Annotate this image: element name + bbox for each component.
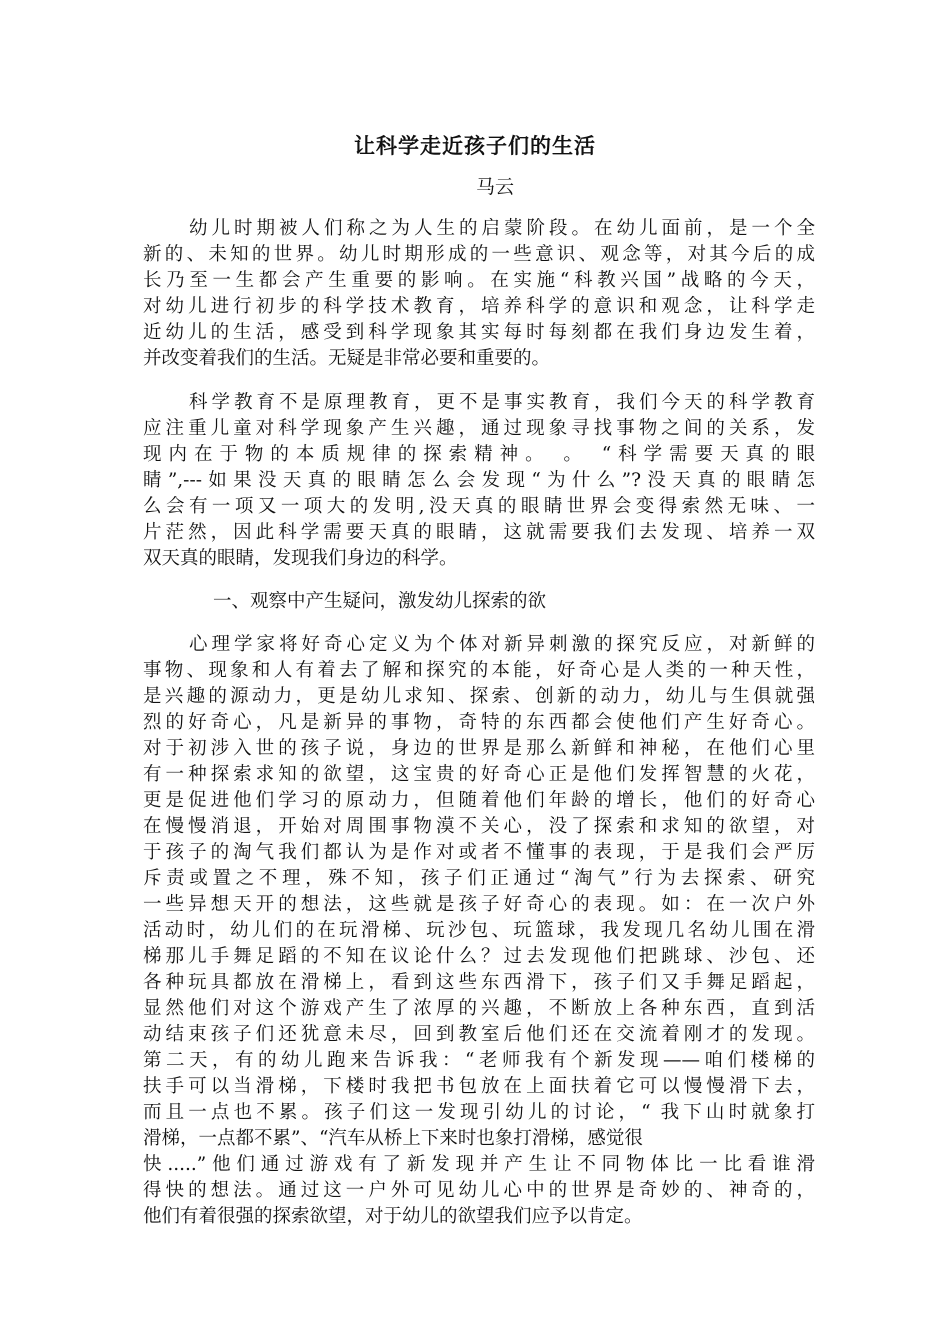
text-line: 并改变着我们的生活。无疑是非常必要和重要的。 xyxy=(143,348,551,369)
text-line: 是兴趣的源动力，更是幼儿求知、探索、创新的动力，幼儿与生俱就强 xyxy=(143,686,815,707)
text-line: 一些异想天开的想法，这些就是孩子好奇心的表现。如：在一次户外 xyxy=(143,894,815,915)
text-line: 得快的想法。通过这一户外可见幼儿心中的世界是奇妙的、神奇的， xyxy=(143,1180,815,1201)
text-line: 而且一点也不累。孩子们这一发现引幼儿的讨论，“ 我下山时就象打 xyxy=(143,1102,815,1123)
text-line: 有一种探索求知的欲望，这宝贵的好奇心正是他们发挥智慧的火花， xyxy=(143,764,815,785)
text-line: 科学教育不是原理教育，更不是事实教育，我们今天的科学教育 xyxy=(189,392,815,413)
paragraph-1 xyxy=(143,216,815,372)
text-line: 他们有着很强的探索欲望，对于幼儿的欲望我们应予以肯定。 xyxy=(143,1206,643,1227)
paragraph-2 xyxy=(143,390,815,572)
text-line: 显然他们对这个游戏产生了浓厚的兴趣，不断放上各种东西，直到活 xyxy=(143,998,815,1019)
text-line: 在慢慢消退，开始对周围事物漠不关心，没了探索和求知的欲望，对 xyxy=(143,816,815,837)
text-line: 幼儿时期被人们称之为人生的启蒙阶段。在幼儿面前，是一个全 xyxy=(189,218,815,239)
text-line: 滑梯，一点都不累”、“汽车从桥上下来时也象打滑梯，感觉很 xyxy=(143,1128,643,1149)
text-line: 于孩子的淘气我们都认为是作对或者不懂事的表现，于是我们会严厉 xyxy=(143,842,815,863)
text-line: 现内在于物的本质规律的探索精神。 。 “科学需要天真的眼 xyxy=(143,444,815,465)
section-heading-text: 一、观察中产生疑问，激发幼儿探索的欲 xyxy=(213,591,547,612)
text-line: 么会有一项又一项大的发明,没天真的眼睛世界会变得索然无味、一 xyxy=(143,496,815,517)
section-heading xyxy=(143,589,815,615)
text-line: 快.....”他们通过游戏有了新发现并产生让不同物体比一比看谁滑 xyxy=(143,1154,815,1175)
text-line: 对幼儿进行初步的科学技术教育，培养科学的意识和观念，让科学走 xyxy=(143,296,815,317)
text-line: 各种玩具都放在滑梯上，看到这些东西滑下，孩子们又手舞足蹈起， xyxy=(143,972,815,993)
text-line: 扶手可以当滑梯，下楼时我把书包放在上面扶着它可以慢慢滑下去， xyxy=(143,1076,815,1097)
text-line: 心理学家将好奇心定义为个体对新异刺激的探究反应，对新鲜的 xyxy=(189,634,815,655)
text-line: 新的、未知的世界。幼儿时期形成的一些意识、观念等，对其今后的成 xyxy=(143,244,815,265)
text-line: 活动时，幼儿们的在玩滑梯、玩沙包、玩篮球，我发现几名幼儿围在滑 xyxy=(143,920,815,941)
text-line: 烈的好奇心，凡是新异的事物，奇特的东西都会使他们产生好奇心。 xyxy=(143,712,815,733)
text-line: 第二天，有的幼儿跑来告诉我：“老师我有个新发现——咱们楼梯的 xyxy=(143,1050,815,1071)
text-line: 事物、现象和人有着去了解和探究的本能，好奇心是人类的一种天性， xyxy=(143,660,815,681)
text-line: 动结束孩子们还犹意未尽，回到教室后他们还在交流着刚才的发现。 xyxy=(143,1024,815,1045)
text-line: 片茫然，因此科学需要天真的眼睛，这就需要我们去发现、培养一双 xyxy=(143,522,815,543)
text-line: 睛”,---如果没天真的眼睛怎么会发现“为什么”?没天真的眼睛怎 xyxy=(143,470,815,491)
text-line: 近幼儿的生活，感受到科学现象其实每时每刻都在我们身边发生着， xyxy=(143,322,815,343)
text-line: 斥责或置之不理，殊不知，孩子们正通过“淘气”行为去探索、研究 xyxy=(143,868,815,889)
text-line: 更是促进他们学习的原动力，但随着他们年龄的增长，他们的好奇心 xyxy=(143,790,815,811)
paragraph-3 xyxy=(143,632,815,1230)
text-line: 对于初涉入世的孩子说，身边的世界是那么新鲜和神秘，在他们心里 xyxy=(143,738,815,759)
document-author: 马云 xyxy=(475,176,514,198)
text-line: 双天真的眼睛，发现我们身边的科学。 xyxy=(143,548,458,569)
document-title: 让科学走近孩子们的生活 xyxy=(354,133,596,158)
text-line: 长乃至一生都会产生重要的影响。在实施“科教兴国”战略的今天， xyxy=(143,270,815,291)
text-line: 梯那儿手舞足蹈的不知在议论什么？过去发现他们把跳球、沙包、还 xyxy=(143,946,815,967)
text-line: 应注重儿童对科学现象产生兴趣，通过现象寻找事物之间的关系，发 xyxy=(143,418,815,439)
